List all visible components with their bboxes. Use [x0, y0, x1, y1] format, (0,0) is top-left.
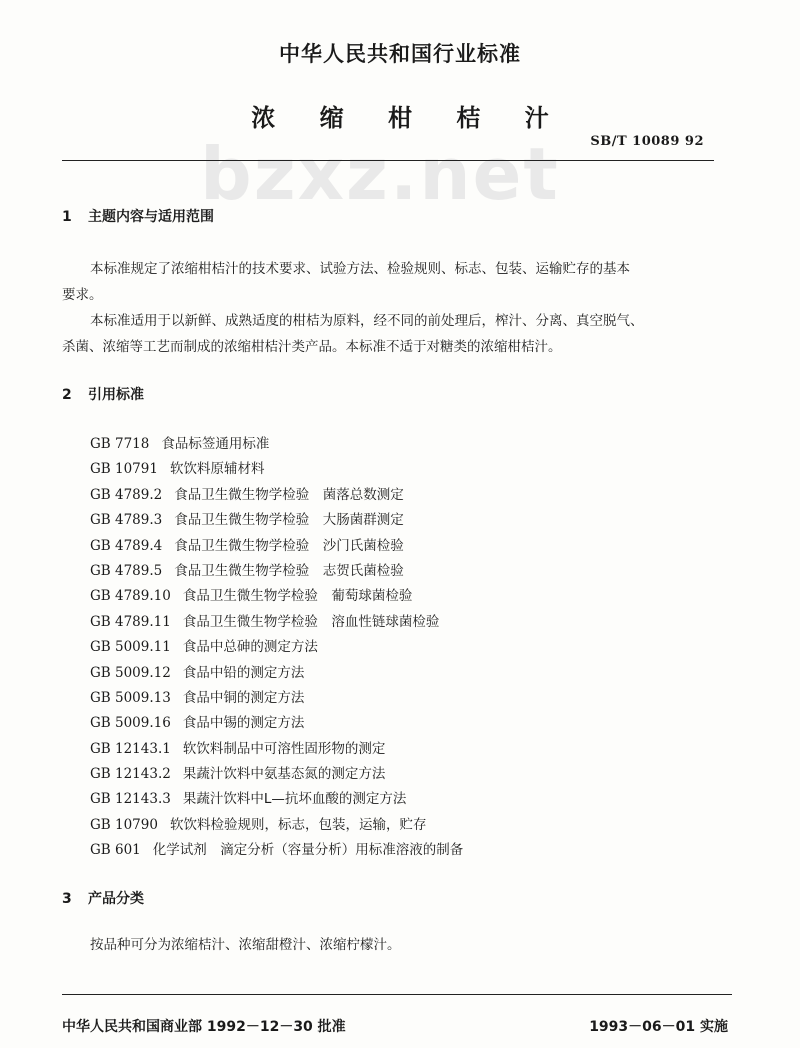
reference-name: 食品标签通用标准: [161, 436, 270, 452]
reference-code: GB 4789.10: [90, 588, 171, 605]
reference-item: [90, 686, 463, 711]
reference-item: [90, 762, 463, 787]
reference-code: GB 12143.1: [90, 740, 171, 757]
reference-item: [90, 838, 463, 863]
reference-name: 软饮料检验规则，标志，包装，运输，贮存: [169, 816, 427, 833]
paragraph-line: 杀菌、浓缩等工艺而制成的浓缩柑桔汁类产品。本标准不适于对糖类的浓缩柑桔汁。: [62, 339, 562, 355]
section-number: 2: [62, 387, 72, 403]
watermark: bzxz.net: [200, 132, 560, 216]
reference-list: [90, 432, 463, 864]
reference-code: GB 4789.2: [90, 486, 163, 503]
reference-code: GB 7718: [90, 436, 150, 452]
reference-code: GB 10791: [90, 461, 158, 478]
reference-item: [90, 711, 463, 736]
section-title: 主题内容与适用范围: [88, 209, 214, 225]
reference-item: [90, 559, 463, 584]
reference-code: GB 12143.3: [90, 791, 171, 808]
reference-name: 食品中铜的测定方法: [182, 689, 305, 706]
reference-code: GB 5009.12: [90, 664, 171, 681]
reference-item: [90, 534, 463, 559]
reference-code: GB 12143.2: [90, 766, 171, 783]
reference-item: [90, 737, 463, 762]
reference-item: [90, 787, 463, 812]
reference-item: [90, 483, 463, 508]
section-3-paragraph: [90, 932, 730, 958]
reference-item: [90, 635, 463, 660]
reference-name: 果蔬汁饮料中氨基态氮的测定方法: [182, 766, 386, 783]
reference-code: GB 5009.11: [90, 639, 171, 656]
reference-code: GB 4789.4: [90, 537, 163, 554]
implementation-date: 1993－06－01 实施: [589, 1019, 728, 1035]
reference-item: [90, 584, 463, 609]
paragraph-line: 按品种可分为浓缩桔汁、浓缩甜橙汁、浓缩柠檬汁。: [90, 937, 401, 953]
reference-code: GB 5009.13: [90, 689, 171, 706]
reference-name: 软饮料原辅材料: [169, 461, 265, 478]
header-rule: [62, 160, 714, 161]
reference-code: GB 10790: [90, 816, 158, 833]
reference-name: 化学试剂 滴定分析（容量分析）用标准溶液的制备: [152, 842, 464, 859]
reference-name: 食品卫生微生物学检验 大肠菌群测定: [174, 512, 404, 529]
paragraph-line: 要求。: [62, 287, 103, 303]
reference-item: [90, 457, 463, 482]
reference-name: 食品卫生微生物学检验 沙门氏菌检验: [174, 537, 404, 554]
issuer-title: 中华人民共和国行业标准: [279, 42, 521, 66]
section-number: 3: [62, 891, 72, 907]
reference-code: GB 601: [90, 842, 141, 859]
paragraph-line: 本标准适用于以新鲜、成熟适度的柑桔为原料，经不同的前处理后，榨汁、分离、真空脱气、: [90, 313, 644, 329]
reference-item: [90, 813, 463, 838]
reference-name: 食品卫生微生物学检验 志贺氏菌检验: [174, 562, 404, 579]
paragraph-line: 本标准规定了浓缩柑桔汁的技术要求、试验方法、检验规则、标志、包装、运输贮存的基本: [90, 261, 630, 277]
section-1-heading: [62, 206, 214, 226]
section-title: 引用标准: [88, 387, 144, 403]
reference-item: [90, 661, 463, 686]
section-1-paragraph-1: [62, 256, 742, 308]
reference-item: [90, 508, 463, 533]
reference-name: 食品中总砷的测定方法: [182, 639, 318, 656]
reference-item: [90, 610, 463, 635]
document-title: 浓 缩 柑 桔 汁: [251, 104, 567, 132]
section-number: 1: [62, 209, 72, 225]
section-1-paragraph-2: [62, 308, 752, 360]
reference-name: 软饮料制品中可溶性固形物的测定: [182, 740, 386, 757]
section-2-heading: [62, 384, 144, 404]
footer-rule: [62, 994, 732, 995]
reference-name: 食品中锡的测定方法: [182, 715, 305, 732]
section-title: 产品分类: [88, 891, 144, 907]
reference-code: GB 4789.11: [90, 613, 171, 630]
reference-name: 果蔬汁饮料中L—抗坏血酸的测定方法: [182, 791, 407, 808]
reference-name: 食品卫生微生物学检验 菌落总数测定: [174, 486, 404, 503]
standard-code: SB/T 10089 92: [590, 134, 704, 149]
section-3-heading: [62, 888, 144, 908]
reference-code: GB 5009.16: [90, 715, 171, 732]
approval-info: 中华人民共和国商业部 1992－12－30 批准: [62, 1019, 346, 1035]
reference-code: GB 4789.3: [90, 512, 163, 529]
reference-name: 食品中铅的测定方法: [182, 664, 305, 681]
reference-name: 食品卫生微生物学检验 溶血性链球菌检验: [182, 613, 440, 630]
reference-name: 食品卫生微生物学检验 葡萄球菌检验: [182, 588, 413, 605]
reference-code: GB 4789.5: [90, 562, 163, 579]
reference-item: [90, 432, 463, 457]
